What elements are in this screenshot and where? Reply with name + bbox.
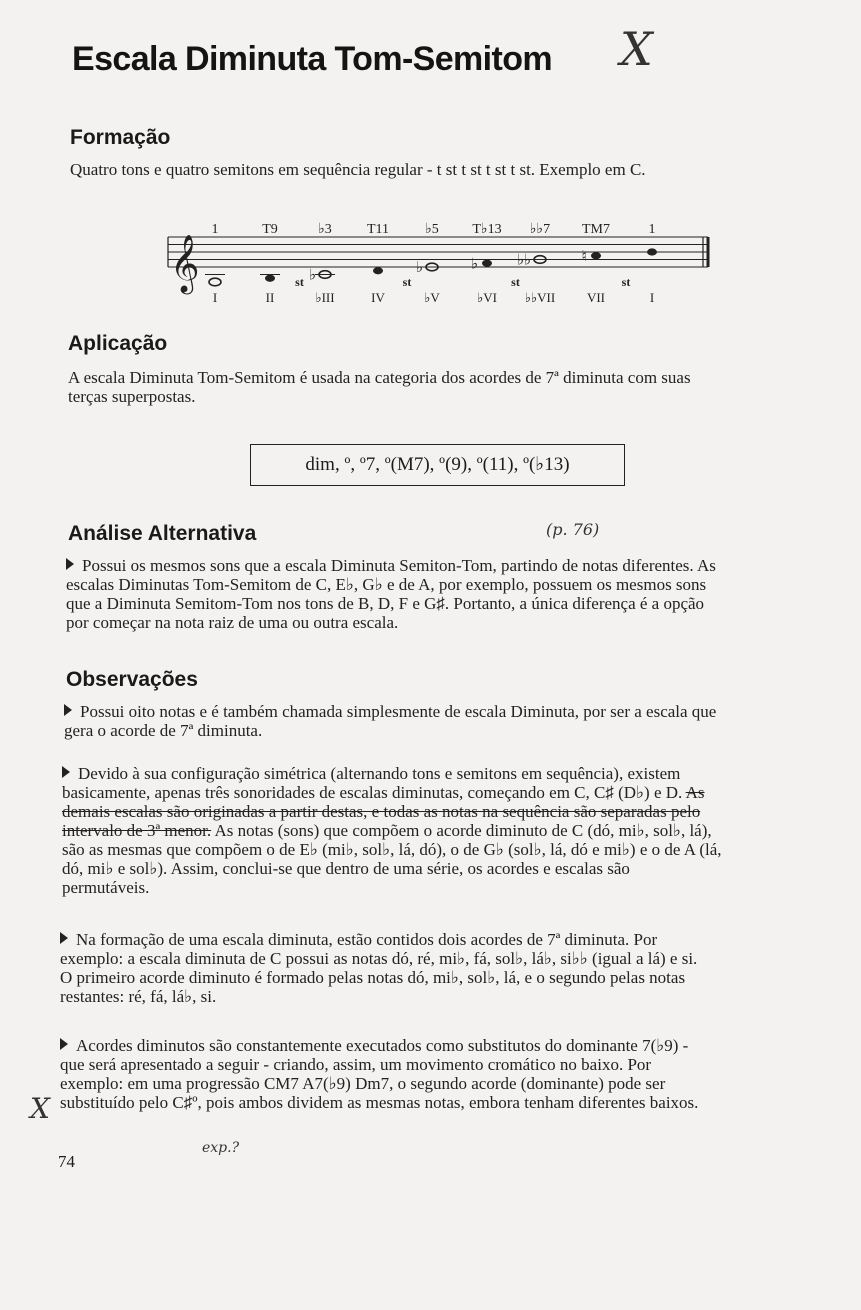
degree-label: VII — [586, 290, 606, 305]
interval-label: ♭3 — [318, 222, 332, 237]
degree-label: I — [649, 290, 655, 305]
flat-accidental-icon: ♭ — [308, 267, 316, 284]
struck-text: As — [685, 783, 705, 802]
obs-paragraph-3 — [60, 930, 697, 1006]
filled-note — [373, 267, 383, 274]
obs-line: O primeiro acorde diminuto é formado pelas notas dó, mi♭, sol♭, lá, e o segundo pelas notas — [60, 968, 686, 987]
obs-line: são as mesmas que compõem o de E♭ (mi♭, sol♭, lá, dó), o de G♭ (sol♭, lá, dó e mi♭) e o de A (lá, — [62, 840, 722, 859]
analise-line: por começar na nota raiz de uma ou outra escala. — [66, 613, 399, 632]
handwritten-corner-mark: X — [620, 22, 653, 76]
obs-line: Na formação de uma escala diminuta, estão contidos dois acordes de 7ª diminuta. Por — [76, 930, 658, 949]
page-number: 74 — [58, 1152, 75, 1171]
bullet-triangle-icon — [60, 1038, 68, 1050]
semitone-label: st — [402, 275, 412, 289]
obs-paragraph-2 — [62, 764, 722, 897]
filled-note — [482, 260, 492, 267]
handwritten-margin-x: X — [30, 1092, 50, 1125]
heading-observacoes: Observações — [66, 668, 198, 691]
obs-line: dó, mi♭ e sol♭). Assim, conclui-se que dentro de uma série, os acordes e escalas são — [62, 859, 630, 878]
interval-label: ♭♭7 — [529, 222, 551, 237]
interval-label: T♭13 — [472, 222, 502, 237]
degree-label: ♭♭VII — [524, 290, 556, 305]
struck-text: intervalo de 3ª menor. — [62, 821, 212, 840]
obs-line: restantes: ré, fá, lá♭, si. — [60, 987, 217, 1006]
interval-label: T9 — [262, 222, 278, 237]
formacao-text — [70, 160, 646, 179]
music-staff — [0, 218, 861, 318]
filled-note — [265, 275, 275, 282]
analise-line: Possui os mesmos sons que a escala Diminuta Semiton-Tom, partindo de notas diferentes. As — [82, 556, 716, 575]
analise-line: escalas Diminutas Tom-Semitom de C, E♭, G♭ e de A, por exemplo, possuem os mesmos sons — [66, 575, 707, 594]
analise-line: que a Diminuta Semitom-Tom nos tons de B, D, F e G♯. Portanto, a única diferença é a opção — [66, 594, 705, 613]
dflat-accidental-icon: ♭♭ — [516, 252, 531, 269]
obs-line: basicamente, apenas três sonoridades de escalas diminutas, começando em C, C♯ (D♭) e D. — [62, 783, 686, 802]
degree-label: ♭VI — [477, 290, 497, 305]
bullet-triangle-icon — [66, 558, 74, 570]
analise-text — [66, 556, 716, 632]
interval-label: TM7 — [582, 222, 610, 237]
semitone-label: st — [295, 275, 304, 289]
bullet-triangle-icon — [62, 766, 70, 778]
obs-paragraph-4 — [60, 1036, 698, 1112]
obs-line: Acordes diminutos são constantemente executados como substitutos do dominante 7(♭9) - — [76, 1036, 689, 1055]
obs-line: gera o acorde de 7ª diminuta. — [64, 721, 263, 740]
handwritten-reference-note: (p. 76) — [546, 520, 600, 539]
heading-aplicacao: Aplicação — [68, 332, 168, 355]
page-title: Escala Diminuta Tom-Semitom — [72, 40, 553, 78]
filled-note — [647, 248, 657, 255]
degree-label: ♭III — [315, 290, 335, 305]
natural-accidental-icon: ♮ — [581, 248, 587, 265]
flat-accidental-icon: ♭ — [470, 256, 478, 273]
interval-label: ♭5 — [425, 222, 439, 237]
heading-analise: Análise Alternativa — [68, 522, 257, 545]
flat-accidental-icon: ♭ — [415, 260, 423, 276]
bullet-triangle-icon — [60, 932, 68, 944]
chord-symbols-box: dim, º, º7, º(M7), º(9), º(11), º(♭13) — [250, 444, 625, 486]
semitone-label: st — [621, 275, 631, 289]
obs-line: permutáveis. — [62, 878, 150, 897]
handwritten-bottom-note: exp.? — [202, 1140, 240, 1156]
interval-label: T11 — [366, 222, 390, 237]
obs-line: exemplo: em uma progressão CM7 A7(♭9) Dm7, o segundo acorde (dominante) pode ser — [60, 1074, 666, 1093]
obs-line: As notas (sons) que compõem o acorde diminuto de C (dó, mi♭, sol♭, lá), — [211, 821, 712, 840]
aplicacao-text — [68, 368, 691, 406]
obs-line: Possui oito notas e é também chamada simplesmente de escala Diminuta, por ser a escala que — [80, 702, 717, 721]
interval-label: 1 — [648, 222, 656, 237]
degree-label: I — [212, 290, 218, 305]
obs-line: Devido à sua configuração simétrica (alternando tons e semitons em sequência), existem — [78, 764, 681, 783]
aplicacao-line: terças superpostas. — [68, 387, 196, 406]
degree-label: II — [265, 290, 275, 305]
semitone-label: st — [511, 275, 520, 289]
obs-line: substituído pelo C♯º, pois ambos dividem as mesmas notas, embora tenham diferentes baixos. — [60, 1093, 699, 1112]
heading-formacao: Formação — [70, 126, 171, 149]
filled-note — [591, 252, 601, 259]
struck-text: demais escalas são originadas a partir destas, e todas as notas na sequência são separadas pelo — [62, 802, 701, 821]
interval-label: 1 — [211, 222, 219, 237]
obs-line: exemplo: a escala diminuta de C possui as notas dó, ré, mi♭, fá, sol♭, lá♭, si♭♭ (igual a lá) e si. — [60, 949, 698, 968]
whole-note — [209, 278, 221, 286]
formacao-line: Quatro tons e quatro semitons em sequência regular - t st t st t st t st. Exemplo em C. — [70, 160, 646, 179]
aplicacao-line: A escala Diminuta Tom-Semitom é usada na categoria dos acordes de 7ª diminuta com suas — [68, 368, 691, 387]
obs-line: que será apresentado a seguir - criando, assim, um movimento cromático no baixo. Por — [60, 1055, 652, 1074]
degree-label: ♭V — [424, 290, 440, 305]
bullet-triangle-icon — [64, 704, 72, 716]
obs-paragraph-1 — [64, 702, 716, 740]
treble-clef-icon: 𝄞 — [170, 235, 200, 291]
degree-label: IV — [371, 290, 385, 305]
